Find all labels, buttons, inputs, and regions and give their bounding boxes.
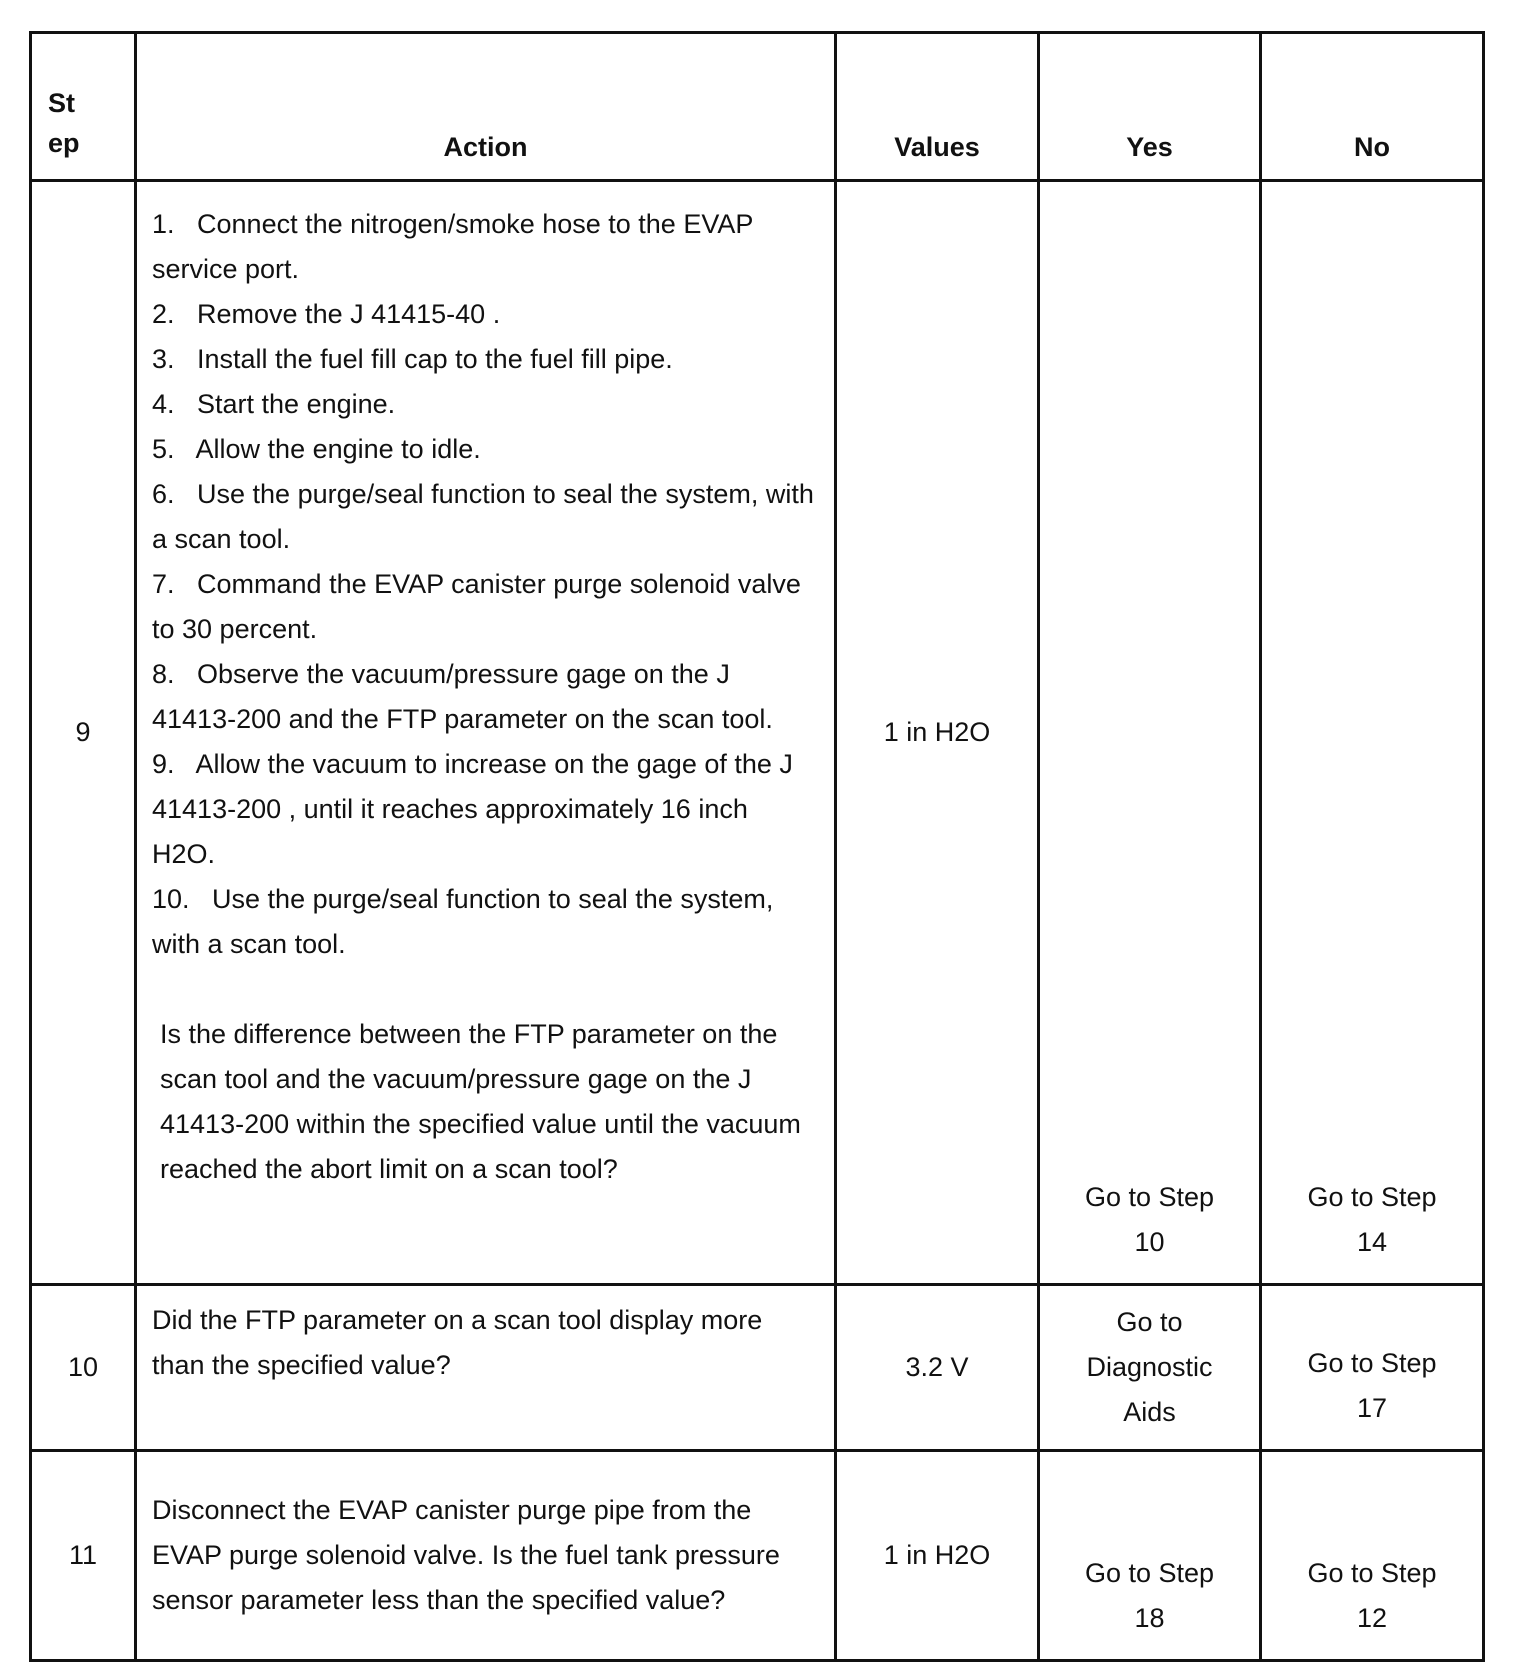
- action-cell: Did the FTP parameter on a scan tool display more than the specified value?: [136, 1285, 836, 1451]
- header-no: No: [1261, 33, 1484, 181]
- no-link-line2: 12: [1356, 1603, 1388, 1633]
- yes-link-line3: Aids: [1123, 1397, 1176, 1427]
- action-cell: Disconnect the EVAP canister purge pipe from the EVAP purge solenoid valve. Is the fuel tank pressure sensor parameter less than the specified value?: [136, 1451, 836, 1661]
- header-step-line2: ep: [48, 128, 80, 158]
- yes-link-line1: Go to Step: [1084, 1558, 1215, 1588]
- no-link-line1: Go to Step: [1307, 1558, 1437, 1588]
- yes-link-line2: 10: [1134, 1227, 1165, 1257]
- yes-link-line2: 18: [1134, 1603, 1165, 1633]
- step-number: 10: [31, 1285, 136, 1451]
- action-item: 3. Install the fuel fill cap to the fuel fill pipe.: [152, 344, 673, 374]
- yes-link-line1: Go to: [1116, 1307, 1183, 1337]
- table-row-step-9: [31, 181, 1484, 1285]
- header-action: Action: [136, 33, 836, 181]
- table-header-row: [31, 33, 1484, 181]
- table-row-step-11: [31, 1451, 1484, 1661]
- header-values: Values: [836, 33, 1039, 181]
- yes-link-line2: Diagnostic: [1086, 1352, 1213, 1382]
- action-item: 1. Connect the nitrogen/smoke hose to the EVAP service port.: [152, 209, 761, 284]
- no-cell: [1261, 1285, 1484, 1451]
- action-question: Is the difference between the FTP parameter on the scan tool and the vacuum/pressure gage on the J 41413-200 within the specified value until the vacuum reached the abort limit on a scan tool?: [160, 1019, 801, 1184]
- step-number: 9: [31, 181, 136, 1285]
- yes-cell: [1039, 1285, 1261, 1451]
- no-cell: [1261, 181, 1484, 1285]
- action-item: 5. Allow the engine to idle.: [152, 434, 481, 464]
- action-item: 8. Observe the vacuum/pressure gage on the J 41413-200 and the FTP parameter on the scan tool.: [152, 659, 773, 734]
- action-cell: [136, 181, 836, 1285]
- no-cell: [1261, 1451, 1484, 1661]
- spacer: [152, 967, 818, 1012]
- action-item: 6. Use the purge/seal function to seal the system, with a scan tool.: [152, 479, 822, 554]
- action-item: 9. Allow the vacuum to increase on the gage of the J 41413-200 , until it reaches approximately 16 inch H2O.: [152, 749, 801, 869]
- action-item: 10. Use the purge/seal function to seal the system, with a scan tool.: [152, 884, 781, 959]
- step-number: 11: [31, 1451, 136, 1661]
- yes-cell: [1039, 181, 1261, 1285]
- value-cell: 3.2 V: [836, 1285, 1039, 1451]
- header-step-line1: St: [48, 88, 75, 118]
- value-cell: 1 in H2O: [836, 1451, 1039, 1661]
- no-link-line1: Go to Step: [1307, 1348, 1437, 1378]
- no-link-line1: Go to Step: [1307, 1182, 1437, 1212]
- action-item: 7. Command the EVAP canister purge solenoid valve to 30 percent.: [152, 569, 809, 644]
- header-yes: Yes: [1039, 33, 1261, 181]
- action-item: 2. Remove the J 41415-40 .: [152, 299, 501, 329]
- no-link-line2: 14: [1356, 1227, 1388, 1257]
- no-link-line2: 17: [1356, 1393, 1388, 1423]
- value-cell: 1 in H2O: [836, 181, 1039, 1285]
- table-row-step-10: [31, 1285, 1484, 1451]
- action-item: 4. Start the engine.: [152, 389, 396, 419]
- yes-link-line1: Go to Step: [1084, 1182, 1215, 1212]
- diagnostic-table: [29, 31, 1485, 1662]
- header-step: [31, 33, 136, 181]
- yes-cell: [1039, 1451, 1261, 1661]
